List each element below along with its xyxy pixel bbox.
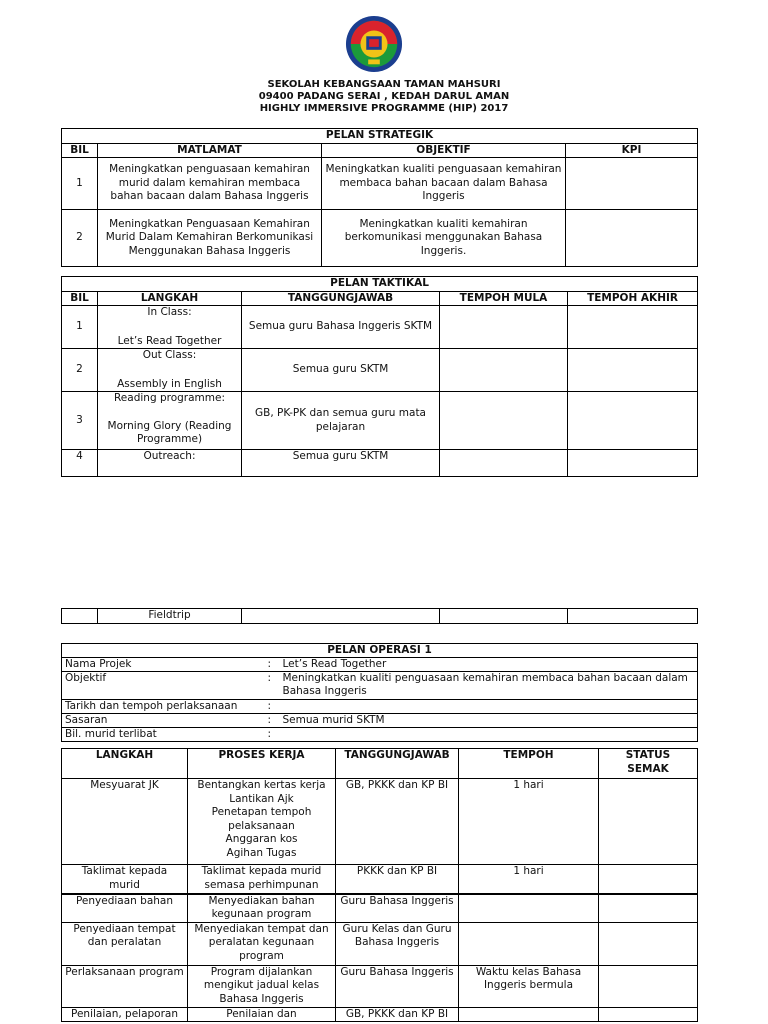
proses-item: Lantikan Ajk	[229, 792, 294, 805]
langkah-cell: Outreach:	[98, 450, 242, 477]
proses-item: Penetapan tempoh pelaksanaan	[211, 806, 312, 832]
langkah-heading: In Class:	[147, 306, 192, 318]
langkah-cell	[98, 349, 242, 392]
langkah-detail: Assembly in English	[117, 377, 222, 390]
objektif-cell: Meningkatkan kualiti penguasaan kemahiran membaca bahan bacaan dalam Bahasa Inggeris	[322, 158, 566, 210]
proses-cell: Menyediakan tempat dan peralatan kegunaan program	[188, 922, 336, 965]
langkah-cell	[98, 306, 242, 349]
info-row	[62, 672, 698, 700]
table-row	[62, 1007, 698, 1022]
tanggungjawab-cell: Guru Kelas dan Guru Bahasa Inggeris	[336, 922, 459, 965]
tanggungjawab-cell: Semua guru Bahasa Inggeris SKTM	[242, 306, 440, 349]
tempoh-akhir-cell	[568, 450, 698, 477]
proses-item: Bentangkan kertas kerja	[197, 779, 326, 791]
column-header: PROSES KERJA	[188, 749, 336, 779]
tempoh-mula-cell	[440, 450, 568, 477]
proses-cell: Menyediakan bahan kegunaan program	[188, 894, 336, 923]
field-value: Semua murid SKTM	[280, 714, 698, 728]
field-label: Tarikh dan tempoh perlaksanaan	[62, 700, 265, 714]
proses-item: Anggaran kos	[225, 833, 298, 845]
field-label: Objektif	[62, 672, 265, 700]
status-semak-cell	[599, 894, 698, 923]
tempoh-mula-cell	[440, 349, 568, 392]
proses-cell: Program dijalankan mengikut jadual kelas Bahasa Inggeris	[188, 965, 336, 1007]
matlamat-cell: Meningkatkan penguasaan kemahiran murid dalam kemahiran membaca bahan bacaan dalam Bahasa Inggeris	[98, 158, 322, 210]
column-header: BIL	[62, 291, 98, 306]
column-header: TANGGUNGJAWAB	[336, 749, 459, 779]
school-address: 09400 PADANG SERAI , KEDAH DARUL AMAN	[258, 91, 510, 102]
row-number: 1	[62, 158, 98, 210]
tempoh-akhir-cell	[568, 609, 698, 624]
column-header: LANGKAH	[98, 291, 242, 306]
field-value: Let’s Read Together	[280, 658, 698, 672]
status-semak-cell	[599, 865, 698, 894]
table-row	[62, 865, 698, 894]
column-header: TEMPOH MULA	[440, 291, 568, 306]
status-semak-cell	[599, 779, 698, 865]
status-semak-cell	[599, 922, 698, 965]
tempoh-cell: 1 hari	[459, 779, 599, 865]
status-semak-cell	[599, 965, 698, 1007]
langkah-cell: Penilaian, pelaporan	[62, 1007, 188, 1022]
tempoh-cell: 1 hari	[459, 865, 599, 894]
tanggungjawab-cell	[242, 609, 440, 624]
row-number: 2	[62, 349, 98, 392]
pelan-taktikal-table	[61, 276, 698, 477]
tempoh-mula-cell	[440, 392, 568, 450]
tempoh-cell	[459, 1007, 599, 1022]
pelan-taktikal-continuation	[61, 608, 698, 624]
tempoh-akhir-cell	[568, 392, 698, 450]
field-value	[280, 728, 698, 742]
info-row	[62, 728, 698, 742]
langkah-detail: Let’s Read Together	[117, 334, 222, 347]
objektif-cell: Meningkatkan kualiti kemahiran berkomunikasi menggunakan Bahasa Inggeris.	[322, 210, 566, 267]
tanggungjawab-cell: GB, PKKK dan KP BI	[336, 779, 459, 865]
proses-cell: Penilaian dan	[188, 1007, 336, 1022]
column-header: TEMPOH AKHIR	[568, 291, 698, 306]
column-header: STATUS SEMAK	[599, 749, 698, 779]
langkah-cell: Mesyuarat JK	[62, 779, 188, 865]
tempoh-akhir-cell	[568, 349, 698, 392]
field-separator: :	[265, 672, 280, 700]
langkah-cell: Perlaksanaan program	[62, 965, 188, 1007]
tempoh-akhir-cell	[568, 306, 698, 349]
tanggungjawab-cell: GB, PK-PK dan semua guru mata pelajaran	[242, 392, 440, 450]
tempoh-mula-cell	[440, 609, 568, 624]
langkah-heading: Out Class:	[142, 349, 197, 361]
tanggungjawab-cell: PKKK dan KP BI	[336, 865, 459, 894]
tanggungjawab-cell: GB, PKKK dan KP BI	[336, 1007, 459, 1022]
field-separator: :	[265, 714, 280, 728]
table-row	[62, 965, 698, 1007]
kpi-cell	[566, 210, 698, 267]
proses-cell	[188, 779, 336, 865]
programme-title: HIGHLY IMMERSIVE PROGRAMME (HIP) 2017	[259, 103, 509, 114]
field-separator: :	[265, 658, 280, 672]
tempoh-mula-cell	[440, 306, 568, 349]
school-name: SEKOLAH KEBANGSAAN TAMAN MAHSURI	[267, 79, 501, 90]
field-label: Nama Projek	[62, 658, 265, 672]
table-row	[62, 609, 698, 624]
langkah-cell: Fieldtrip	[98, 609, 242, 624]
section-title: PELAN TAKTIKAL	[62, 277, 698, 292]
column-header: BIL	[62, 143, 98, 158]
kpi-cell	[566, 158, 698, 210]
pelan-operasi-table	[61, 643, 698, 742]
column-header: KPI	[566, 143, 698, 158]
field-label: Bil. murid terlibat	[62, 728, 265, 742]
tempoh-cell	[459, 922, 599, 965]
section-title: PELAN OPERASI 1	[62, 644, 698, 658]
langkah-cell: Penyediaan bahan	[62, 894, 188, 923]
tempoh-cell: Waktu kelas Bahasa Inggeris bermula	[459, 965, 599, 1007]
table-row	[62, 210, 698, 267]
row-number: 4	[62, 450, 98, 477]
school-logo	[345, 15, 403, 73]
row-number: 1	[62, 306, 98, 349]
table-row	[62, 922, 698, 965]
field-value	[280, 700, 698, 714]
proses-kerja-table	[61, 748, 698, 1022]
matlamat-cell: Meningkatkan Penguasaan Kemahiran Murid Dalam Kemahiran Berkomunikasi Menggunakan Bahasa Inggeris	[98, 210, 322, 267]
langkah-detail: Morning Glory (Reading Programme)	[107, 419, 232, 445]
langkah-cell: Penyediaan tempat dan peralatan	[62, 922, 188, 965]
table-row	[62, 779, 698, 865]
pelan-strategik-table	[61, 128, 698, 267]
info-row	[62, 714, 698, 728]
table-row	[62, 392, 698, 450]
field-separator: :	[265, 700, 280, 714]
column-header: TANGGUNGJAWAB	[242, 291, 440, 306]
proses-cell: Taklimat kepada murid semasa perhimpunan	[188, 865, 336, 894]
langkah-heading: Reading programme:	[113, 392, 225, 404]
field-label: Sasaran	[62, 714, 265, 728]
row-number: 2	[62, 210, 98, 267]
column-header: LANGKAH	[62, 749, 188, 779]
column-header: OBJEKTIF	[322, 143, 566, 158]
proses-item: Agihan Tugas	[226, 846, 297, 859]
table-row	[62, 894, 698, 923]
info-row	[62, 658, 698, 672]
row-number: 3	[62, 392, 98, 450]
tanggungjawab-cell: Guru Bahasa Inggeris	[336, 965, 459, 1007]
column-header: MATLAMAT	[98, 143, 322, 158]
table-row	[62, 349, 698, 392]
langkah-cell: Taklimat kepada murid	[62, 865, 188, 894]
langkah-cell	[98, 392, 242, 450]
info-row	[62, 700, 698, 714]
row-number	[62, 609, 98, 624]
table-row	[62, 306, 698, 349]
field-separator: :	[265, 728, 280, 742]
section-title: PELAN STRATEGIK	[62, 129, 698, 144]
tanggungjawab-cell: Semua guru SKTM	[242, 349, 440, 392]
status-semak-cell	[599, 1007, 698, 1022]
table-row	[62, 158, 698, 210]
tanggungjawab-cell: Semua guru SKTM	[242, 450, 440, 477]
table-row	[62, 450, 698, 477]
column-header: TEMPOH	[459, 749, 599, 779]
tanggungjawab-cell: Guru Bahasa Inggeris	[336, 894, 459, 923]
tempoh-cell	[459, 894, 599, 923]
field-value: Meningkatkan kualiti penguasaan kemahiran membaca bahan bacaan dalam Bahasa Inggeris	[280, 672, 698, 700]
